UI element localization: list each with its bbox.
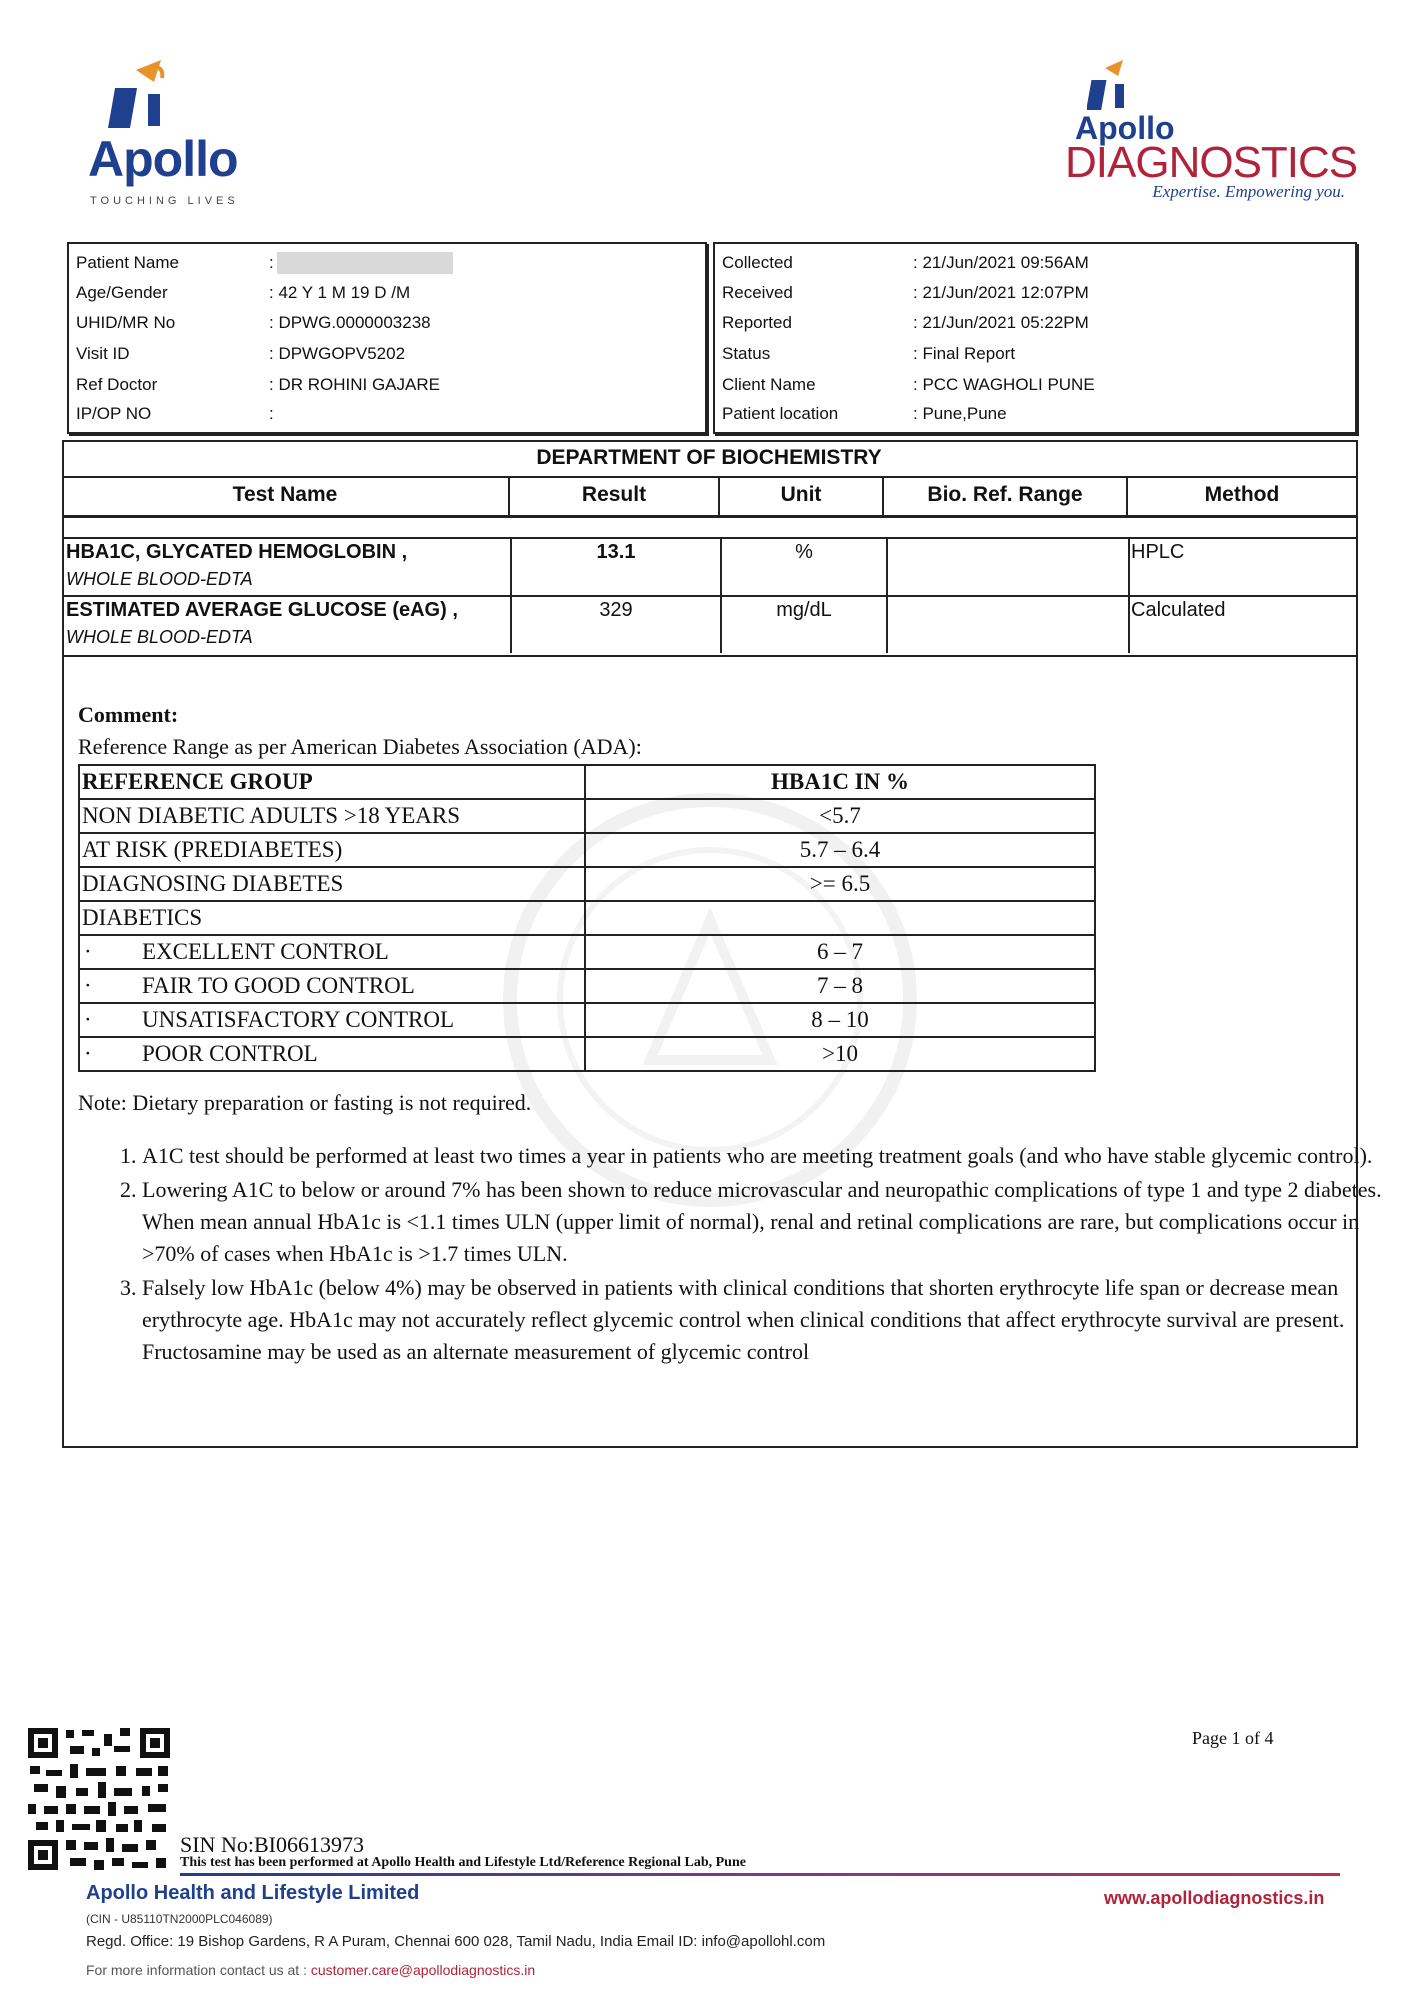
- performed-at-text: This test has been performed at Apollo Health and Lifestyle Ltd/Reference Regional Lab, Pune: [180, 1855, 746, 1870]
- patient-value: :: [269, 253, 274, 272]
- header-result: Result: [581, 483, 647, 506]
- website-link[interactable]: www.apollodiagnostics.in: [1104, 1888, 1325, 1908]
- diagnostics-apollo-word: Apollo: [1075, 110, 1175, 146]
- test-specimen: WHOLE BLOOD-EDTA: [66, 627, 253, 647]
- table-header-row: [62, 477, 1356, 518]
- header-unit: Unit: [780, 483, 822, 506]
- test-method: HPLC: [1131, 541, 1185, 563]
- sin-number: SIN No:BI06613973: [180, 1832, 364, 1857]
- apollo-diagnostics-emblem-icon: [1087, 60, 1137, 115]
- comment-note: Note: Dietary preparation or fasting is not required.: [78, 1090, 532, 1115]
- comment-points-list: [106, 1140, 1392, 1370]
- patient-value: : DR ROHINI GAJARE: [269, 375, 440, 394]
- patient-label: Ref Doctor: [76, 375, 158, 394]
- apollo-diagnostics-logo: [1065, 60, 1358, 210]
- redacted-name-bar: [277, 252, 453, 274]
- page-number: Page 1 of 4: [1192, 1728, 1274, 1748]
- test-name: ESTIMATED AVERAGE GLUCOSE (eAG) ,: [66, 599, 458, 621]
- test-result: 13.1: [596, 541, 636, 563]
- ref-group: NON DIABETIC ADULTS >18 YEARS: [79, 799, 585, 833]
- table-row: [79, 833, 1095, 867]
- ref-value: 6 – 7: [585, 935, 1095, 969]
- sample-label: Patient location: [722, 404, 839, 423]
- contact-prefix: For more information contact us at :: [86, 1962, 311, 1978]
- ref-value: 5.7 – 6.4: [585, 833, 1095, 867]
- test-result: 329: [599, 599, 633, 621]
- patient-label: UHID/MR No: [76, 313, 176, 332]
- table-row: [79, 867, 1095, 901]
- ref-header-value: HBA1C IN %: [585, 765, 1095, 799]
- table-row: [79, 1037, 1095, 1071]
- ref-group: · EXCELLENT CONTROL: [79, 935, 585, 969]
- sample-label: Received: [722, 283, 793, 302]
- patient-value: : DPWGOPV5202: [269, 344, 406, 363]
- list-item: 2. Lowering A1C to below or around 7% has been shown to reduce microvascular and neuropathic complications of type 1 and type 2 diabetes. When mean annual HbA1c is <1.1 times ULN (upper limit of normal), renal and retinal complications are rare, but complications occur in >70% of cases when HbA1c is >1.7 times ULN.: [142, 1174, 1392, 1270]
- comment-intro: Reference Range as per American Diabetes Association (ADA):: [78, 734, 642, 759]
- ref-value: <5.7: [585, 799, 1095, 833]
- patient-label: Age/Gender: [76, 283, 168, 302]
- ref-value: [585, 901, 1095, 935]
- header-range: Bio. Ref. Range: [927, 483, 1083, 506]
- test-method: Calculated: [1131, 599, 1226, 621]
- ref-header-group: REFERENCE GROUP: [79, 765, 585, 799]
- apollo-logo: [88, 60, 248, 210]
- patient-value: : DPWG.0000003238: [269, 313, 431, 332]
- sample-label: Collected: [722, 253, 793, 272]
- list-item: 1. A1C test should be performed at least two times a year in patients who are meeting treatment goals (and who have stable glycemic control).: [142, 1140, 1392, 1172]
- ref-group: · POOR CONTROL: [79, 1037, 585, 1071]
- test-specimen: WHOLE BLOOD-EDTA: [66, 569, 253, 589]
- contact-line: [86, 1962, 535, 1978]
- department-title: DEPARTMENT OF BIOCHEMISTRY: [62, 440, 1356, 478]
- sample-value: : 21/Jun/2021 09:56AM: [913, 253, 1089, 272]
- ref-value: >10: [585, 1037, 1095, 1071]
- table-row: [79, 765, 1095, 799]
- test-name: HBA1C, GLYCATED HEMOGLOBIN ,: [66, 541, 408, 563]
- header-test-name: Test Name: [232, 483, 338, 506]
- sample-value: : Final Report: [913, 344, 1016, 363]
- table-row: [79, 969, 1095, 1003]
- header-method: Method: [1204, 483, 1280, 506]
- table-row: [79, 799, 1095, 833]
- apollo-emblem-icon: [106, 60, 186, 140]
- list-item: 3. Falsely low HbA1c (below 4%) may be observed in patients with clinical conditions that shorten erythrocyte life span or decrease mean erythrocyte age. HbA1c may not accurately reflect glycemic control when clinical conditions that affect erythrocyte survival are present. Fructosamine may be used as an alternate measurement of glycemic control: [142, 1272, 1392, 1368]
- apollo-tagline: TOUCHING LIVES: [90, 195, 239, 207]
- qr-code-icon: [26, 1726, 172, 1872]
- table-row: [79, 1003, 1095, 1037]
- ref-group: DIAGNOSING DIABETES: [79, 867, 585, 901]
- table-row: [79, 901, 1095, 935]
- patient-label: Patient Name: [76, 253, 179, 272]
- table-row: [79, 935, 1095, 969]
- footer-divider: [180, 1873, 1340, 1876]
- ref-group: DIABETICS: [79, 901, 585, 935]
- sample-value: : 21/Jun/2021 05:22PM: [913, 313, 1089, 332]
- ref-group: AT RISK (PREDIABETES): [79, 833, 585, 867]
- patient-info-box: [67, 242, 707, 434]
- patient-value: :: [269, 404, 274, 423]
- patient-label: Visit ID: [76, 344, 130, 363]
- apollo-wordmark: Apollo: [88, 131, 238, 187]
- ref-value: 8 – 10: [585, 1003, 1095, 1037]
- cin-number: (CIN - U85110TN2000PLC046089): [86, 1912, 273, 1926]
- sample-label: Reported: [722, 313, 792, 332]
- sample-value: : PCC WAGHOLI PUNE: [913, 375, 1095, 394]
- sample-label: Status: [722, 344, 771, 363]
- ref-group: · FAIR TO GOOD CONTROL: [79, 969, 585, 1003]
- ref-group: · UNSATISFACTORY CONTROL: [79, 1003, 585, 1037]
- test-unit: mg/dL: [776, 599, 832, 621]
- diagnostics-tagline: Expertise. Empowering you.: [1152, 182, 1345, 201]
- diagnostics-word: DIAGNOSTICS: [1065, 138, 1358, 187]
- contact-email-link[interactable]: customer.care@apollodiagnostics.in: [310, 1962, 536, 1978]
- ref-value: 7 – 8: [585, 969, 1095, 1003]
- sample-info-box: [713, 242, 1357, 434]
- reference-range-table: [78, 764, 1096, 1072]
- patient-label: IP/OP NO: [76, 404, 152, 423]
- comment-title: Comment:: [78, 702, 179, 727]
- sample-value: : 21/Jun/2021 12:07PM: [913, 283, 1089, 302]
- sample-value: : Pune,Pune: [913, 404, 1007, 423]
- patient-value: : 42 Y 1 M 19 D /M: [269, 283, 411, 302]
- sample-label: Client Name: [722, 375, 816, 394]
- registered-office: Regd. Office: 19 Bishop Gardens, R A Puram, Chennai 600 028, Tamil Nadu, India Email ID: info@apollohl.com: [86, 1933, 826, 1950]
- test-unit: %: [795, 541, 813, 563]
- ref-value: >= 6.5: [585, 867, 1095, 901]
- company-name: Apollo Health and Lifestyle Limited: [86, 1882, 420, 1904]
